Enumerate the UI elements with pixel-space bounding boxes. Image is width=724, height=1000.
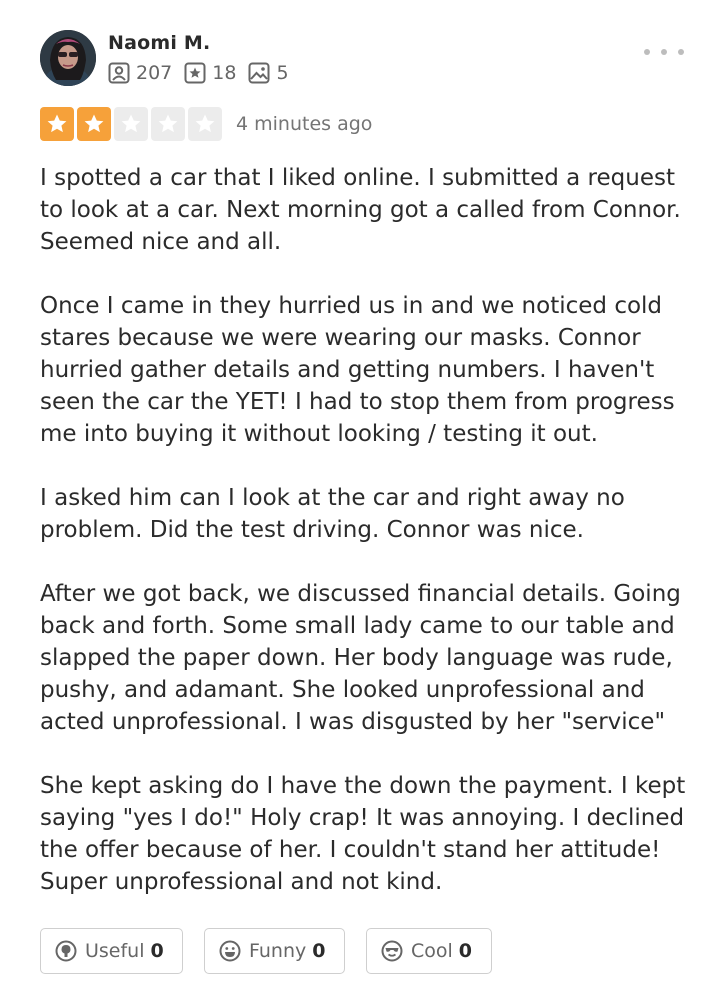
friends-icon — [108, 62, 130, 84]
useful-count: 0 — [150, 940, 164, 962]
funny-button[interactable] — [204, 928, 345, 974]
star-rating — [40, 107, 225, 141]
star-empty — [151, 107, 185, 141]
avatar-image — [40, 30, 96, 86]
star-icon — [82, 112, 106, 136]
review-paragraph: I spotted a car that I liked online. I submitted a request to look at a car. Next morning got a called from Connor. Seemed nice and all. — [40, 165, 681, 255]
useful-icon — [55, 940, 77, 962]
star-icon — [156, 112, 180, 136]
reviews-stat — [184, 62, 236, 84]
rating-row — [40, 107, 372, 141]
review-text — [40, 162, 690, 898]
funny-icon — [219, 940, 241, 962]
reviews-count: 18 — [212, 62, 237, 84]
user-name[interactable]: Naomi M. — [108, 32, 211, 54]
review-paragraph: Once I came in they hurried us in and we noticed cold stares because we were wearing our masks. Connor hurried gather details and getting numbers. I haven't seen the car the YET! I had to stop them from progress me into buying it without looking / testing it out. — [40, 293, 675, 447]
star-empty — [114, 107, 148, 141]
funny-count: 0 — [312, 940, 326, 962]
review-paragraph: She kept asking do I have the down the payment. I kept saying "yes I do!" Holy crap! It was annoying. I declined the offer because of her. I couldn't stand her attitude! Super unprofessional and not kind. — [40, 773, 686, 895]
useful-button[interactable] — [40, 928, 183, 974]
star-filled — [40, 107, 74, 141]
review-paragraph: I asked him can I look at the car and right away no problem. Did the test driving. Connor was nice. — [40, 485, 625, 543]
star-filled — [77, 107, 111, 141]
photo-icon — [248, 62, 270, 84]
more-dot — [678, 49, 684, 55]
photos-count: 5 — [276, 62, 289, 84]
user-stats — [108, 62, 301, 84]
star-empty — [188, 107, 222, 141]
cool-label: Cool — [411, 940, 453, 962]
more-dot — [661, 49, 667, 55]
more-dot — [644, 49, 650, 55]
star-icon — [119, 112, 143, 136]
star-icon — [45, 112, 69, 136]
cool-icon — [381, 940, 403, 962]
review-time: 4 minutes ago — [236, 113, 373, 135]
funny-label: Funny — [249, 940, 307, 962]
star-icon — [193, 112, 217, 136]
photos-stat — [248, 62, 288, 84]
review-star-icon — [184, 62, 206, 84]
review-actions — [40, 928, 513, 974]
avatar[interactable] — [40, 30, 96, 86]
review-header — [40, 30, 684, 90]
cool-count: 0 — [458, 940, 473, 962]
cool-button[interactable] — [366, 928, 492, 974]
review-paragraph: After we got back, we discussed financial details. Going back and forth. Some small lady came to our table and slapped the paper down. Her body language was rude, pushy, and adamant. She looked unprofessional and acted unprofessional. I was disgusted by her "service" — [40, 581, 681, 735]
useful-label: Useful — [85, 940, 145, 962]
more-dots-icon[interactable] — [644, 44, 684, 60]
friends-stat — [108, 62, 172, 84]
friends-count: 207 — [136, 62, 173, 84]
